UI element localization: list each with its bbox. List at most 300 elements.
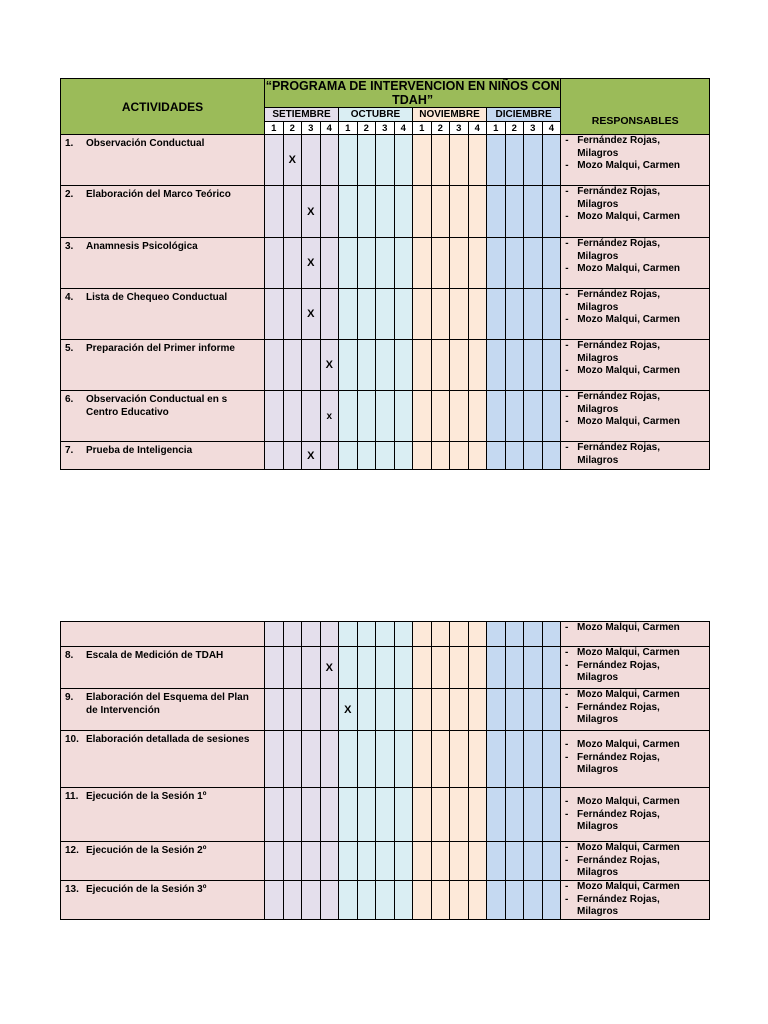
week-cell-4 xyxy=(320,340,339,391)
bullet-dash xyxy=(563,148,577,161)
week-cell-4 xyxy=(320,647,339,689)
week-cell-13 xyxy=(487,289,506,340)
week-cell-5 xyxy=(339,186,358,238)
week-cell-10 xyxy=(431,842,450,881)
week-cell-8 xyxy=(394,689,413,731)
week-cell-14 xyxy=(505,731,524,788)
responsable-name: Milagros xyxy=(577,454,619,466)
week-cell-2 xyxy=(283,289,302,340)
week-cell-7 xyxy=(376,622,395,647)
responsable-name: Mozo Malqui, Carmen xyxy=(577,881,680,892)
week-cell-3 xyxy=(302,340,321,391)
activity-cell xyxy=(61,689,265,731)
week-cell-10 xyxy=(431,689,450,731)
bullet-dash xyxy=(563,821,577,834)
week-cell-9 xyxy=(413,731,432,788)
responsable-name: Mozo Malqui, Carmen xyxy=(577,211,681,222)
week-cell-4 xyxy=(320,689,339,731)
responsable-name: Fernández Rojas, xyxy=(577,135,661,146)
week-cell-3 xyxy=(302,238,321,289)
week-cell-12 xyxy=(468,788,487,842)
week-cell-1 xyxy=(265,731,284,788)
responsable-name: Milagros xyxy=(577,250,619,262)
week-cell-16 xyxy=(542,788,561,842)
week-cell-15 xyxy=(524,442,543,470)
activity-number: 10. xyxy=(65,734,79,745)
schedule-mark: X xyxy=(325,661,333,674)
week-cell-4 xyxy=(320,731,339,788)
responsables-cell xyxy=(561,881,710,920)
week-cell-13 xyxy=(487,391,506,442)
responsable-name: Fernández Rojas, xyxy=(577,289,661,300)
responsable-name: Milagros xyxy=(577,672,619,683)
activity-number: 13. xyxy=(65,884,79,895)
week-header-6: 2 xyxy=(357,122,376,135)
week-cell-5 xyxy=(339,391,358,442)
activity-number: 11. xyxy=(65,791,79,802)
bullet-dash: - xyxy=(565,238,569,249)
activity-label: Ejecución de la Sesión 1º xyxy=(86,791,207,802)
bullet-dash: - xyxy=(565,647,569,658)
week-cell-1 xyxy=(265,391,284,442)
week-cell-5 xyxy=(339,842,358,881)
schedule-mark: X xyxy=(344,703,352,716)
responsable-name: Mozo Malqui, Carmen xyxy=(577,160,681,171)
activity-label: Elaboración del Marco Teórico xyxy=(86,189,231,200)
week-cell-12 xyxy=(468,881,487,920)
week-cell-9 xyxy=(413,340,432,391)
week-cell-8 xyxy=(394,842,413,881)
schedule-mark: X xyxy=(307,257,315,269)
activity-label: Elaboración detallada de sesiones xyxy=(86,734,250,745)
week-cell-4 xyxy=(320,289,339,340)
bullet-dash xyxy=(563,672,577,685)
program-title: “PROGRAMA DE INTERVENCION EN NIÑOS CON TDAH” xyxy=(265,79,560,107)
activity-cell xyxy=(61,340,265,391)
responsables-cell xyxy=(561,391,710,442)
week-header-13: 1 xyxy=(487,122,506,135)
week-cell-2 xyxy=(283,622,302,647)
week-cell-15 xyxy=(524,186,543,238)
bullet-dash xyxy=(563,455,577,468)
week-cell-7 xyxy=(376,135,395,186)
schedule-table-2 xyxy=(60,621,710,920)
responsable-name: Fernández Rojas, xyxy=(577,340,661,351)
week-header-2: 2 xyxy=(283,122,302,135)
week-cell-3 xyxy=(302,842,321,881)
week-cell-8 xyxy=(394,442,413,470)
responsable-name: Milagros xyxy=(577,147,619,159)
week-cell-3 xyxy=(302,647,321,689)
week-cell-6 xyxy=(357,186,376,238)
week-cell-3 xyxy=(302,689,321,731)
week-cell-9 xyxy=(413,442,432,470)
bullet-dash xyxy=(563,404,577,417)
activity-cell xyxy=(61,731,265,788)
activity-cell xyxy=(61,391,265,442)
activity-cell xyxy=(61,622,265,647)
week-cell-15 xyxy=(524,340,543,391)
responsable-name: Mozo Malqui, Carmen xyxy=(577,365,681,376)
table-row xyxy=(61,442,710,470)
week-cell-14 xyxy=(505,391,524,442)
week-cell-2 xyxy=(283,186,302,238)
activity-label: Escala de Medición de TDAH xyxy=(86,650,224,661)
responsable-name: Milagros xyxy=(577,198,619,210)
week-cell-4 xyxy=(320,391,339,442)
week-cell-16 xyxy=(542,689,561,731)
week-cell-2 xyxy=(283,340,302,391)
table-row xyxy=(61,289,710,340)
table-row xyxy=(61,622,710,647)
responsable-name: Mozo Malqui, Carmen xyxy=(577,647,680,658)
week-cell-11 xyxy=(450,842,469,881)
week-cell-5 xyxy=(339,442,358,470)
week-cell-1 xyxy=(265,442,284,470)
week-cell-11 xyxy=(450,881,469,920)
week-cell-2 xyxy=(283,731,302,788)
activity-cell xyxy=(61,135,265,186)
week-cell-12 xyxy=(468,186,487,238)
activity-label: Ejecución de la Sesión 3º xyxy=(86,884,207,895)
activity-number: 9. xyxy=(65,692,74,703)
week-header-4: 4 xyxy=(320,122,339,135)
week-cell-15 xyxy=(524,689,543,731)
week-cell-15 xyxy=(524,731,543,788)
week-header-11: 3 xyxy=(450,122,469,135)
week-cell-16 xyxy=(542,340,561,391)
week-cell-7 xyxy=(376,340,395,391)
week-cell-13 xyxy=(487,135,506,186)
responsables-header: RESPONSABLES xyxy=(561,108,710,135)
activity-number: 5. xyxy=(65,343,74,354)
week-cell-11 xyxy=(450,135,469,186)
week-cell-16 xyxy=(542,238,561,289)
week-cell-6 xyxy=(357,689,376,731)
responsables-cell xyxy=(561,238,710,289)
table-row xyxy=(61,689,710,731)
responsable-name: Mozo Malqui, Carmen xyxy=(577,416,681,427)
month-diciembre: DICIEMBRE xyxy=(487,108,561,122)
week-cell-16 xyxy=(542,442,561,470)
bullet-dash xyxy=(563,764,577,777)
week-cell-10 xyxy=(431,881,450,920)
week-cell-1 xyxy=(265,340,284,391)
week-cell-14 xyxy=(505,689,524,731)
week-cell-4 xyxy=(320,238,339,289)
responsable-name: Fernández Rojas, xyxy=(577,808,660,820)
table-row xyxy=(61,186,710,238)
week-cell-6 xyxy=(357,622,376,647)
week-cell-12 xyxy=(468,340,487,391)
week-cell-4 xyxy=(320,622,339,647)
week-cell-12 xyxy=(468,442,487,470)
week-cell-8 xyxy=(394,881,413,920)
week-cell-13 xyxy=(487,186,506,238)
week-cell-1 xyxy=(265,238,284,289)
bullet-dash: - xyxy=(565,391,569,402)
bullet-dash: - xyxy=(565,135,569,146)
bullet-dash: - xyxy=(565,186,569,197)
week-cell-1 xyxy=(265,135,284,186)
week-cell-5 xyxy=(339,238,358,289)
responsable-name: Milagros xyxy=(577,867,619,878)
activity-label: Lista de Chequeo Conductual xyxy=(86,292,228,303)
week-cell-12 xyxy=(468,731,487,788)
responsable-name: Milagros xyxy=(577,301,619,313)
week-cell-4 xyxy=(320,842,339,881)
week-cell-7 xyxy=(376,647,395,689)
week-cell-15 xyxy=(524,391,543,442)
week-cell-1 xyxy=(265,647,284,689)
week-header-15: 3 xyxy=(524,122,543,135)
week-cell-8 xyxy=(394,238,413,289)
week-cell-5 xyxy=(339,622,358,647)
week-cell-15 xyxy=(524,647,543,689)
week-cell-12 xyxy=(468,622,487,647)
week-cell-2 xyxy=(283,647,302,689)
activity-cell xyxy=(61,647,265,689)
bullet-dash: - xyxy=(565,842,569,853)
responsables-cell xyxy=(561,689,710,731)
schedule-table-1 xyxy=(60,78,710,470)
responsable-name: Fernández Rojas, xyxy=(577,442,661,453)
bullet-dash: - xyxy=(565,751,569,763)
bullet-dash xyxy=(563,199,577,212)
week-cell-12 xyxy=(468,135,487,186)
responsable-name: Milagros xyxy=(577,714,619,725)
responsables-cell xyxy=(561,340,710,391)
bullet-dash: - xyxy=(565,365,569,376)
week-cell-8 xyxy=(394,731,413,788)
responsables-cell xyxy=(561,289,710,340)
week-cell-1 xyxy=(265,689,284,731)
week-cell-16 xyxy=(542,881,561,920)
week-cell-13 xyxy=(487,647,506,689)
bullet-dash: - xyxy=(565,416,569,427)
week-cell-8 xyxy=(394,289,413,340)
week-cell-13 xyxy=(487,788,506,842)
activity-label: Observación Conductual en s Centro Educativo xyxy=(86,394,228,418)
activity-label: Observación Conductual xyxy=(86,138,205,149)
week-cell-14 xyxy=(505,289,524,340)
activity-label: Ejecución de la Sesión 2º xyxy=(86,845,207,856)
week-cell-4 xyxy=(320,135,339,186)
week-cell-1 xyxy=(265,622,284,647)
week-cell-10 xyxy=(431,391,450,442)
week-cell-4 xyxy=(320,442,339,470)
week-cell-12 xyxy=(468,289,487,340)
responsable-name: Milagros xyxy=(577,403,619,415)
week-cell-15 xyxy=(524,135,543,186)
week-header-5: 1 xyxy=(339,122,358,135)
week-cell-5 xyxy=(339,881,358,920)
activity-label: Prueba de Inteligencia xyxy=(86,445,193,456)
responsables-cell xyxy=(561,647,710,689)
week-cell-13 xyxy=(487,842,506,881)
month-setiembre: SETIEMBRE xyxy=(265,108,339,122)
week-cell-7 xyxy=(376,731,395,788)
week-header-3: 3 xyxy=(302,122,321,135)
week-cell-15 xyxy=(524,622,543,647)
week-cell-13 xyxy=(487,731,506,788)
week-cell-8 xyxy=(394,135,413,186)
activity-number: 12. xyxy=(65,845,79,856)
bullet-dash: - xyxy=(565,689,569,700)
week-cell-11 xyxy=(450,689,469,731)
responsable-name: Fernández Rojas, xyxy=(577,238,661,249)
week-cell-8 xyxy=(394,186,413,238)
week-cell-3 xyxy=(302,788,321,842)
bullet-dash xyxy=(563,867,577,880)
week-cell-2 xyxy=(283,391,302,442)
week-cell-6 xyxy=(357,842,376,881)
activity-number: 8. xyxy=(65,650,74,661)
activity-label: Preparación del Primer informe xyxy=(86,343,235,354)
week-cell-9 xyxy=(413,881,432,920)
week-cell-3 xyxy=(302,731,321,788)
week-cell-16 xyxy=(542,289,561,340)
table-row xyxy=(61,647,710,689)
week-cell-3 xyxy=(302,881,321,920)
week-cell-12 xyxy=(468,647,487,689)
week-cell-6 xyxy=(357,289,376,340)
responsables-cell xyxy=(561,622,710,647)
responsable-name: Fernández Rojas, xyxy=(577,701,660,713)
week-cell-6 xyxy=(357,238,376,289)
responsable-name: Mozo Malqui, Carmen xyxy=(577,796,680,807)
week-header-10: 2 xyxy=(431,122,450,135)
week-cell-11 xyxy=(450,238,469,289)
bullet-dash: - xyxy=(565,340,569,351)
week-cell-9 xyxy=(413,689,432,731)
week-cell-5 xyxy=(339,289,358,340)
week-cell-14 xyxy=(505,340,524,391)
activity-number: 2. xyxy=(65,189,74,200)
schedule-mark: x xyxy=(326,410,333,422)
week-cell-5 xyxy=(339,647,358,689)
responsables-header-top xyxy=(561,79,710,108)
activity-label: Elaboración del Esquema del Plan de Intervención xyxy=(86,692,249,716)
week-cell-2 xyxy=(283,135,302,186)
bullet-dash: - xyxy=(565,796,569,807)
schedule-mark: X xyxy=(325,359,333,371)
schedule-mark: X xyxy=(288,154,296,166)
activity-cell xyxy=(61,788,265,842)
week-cell-13 xyxy=(487,442,506,470)
week-cell-13 xyxy=(487,689,506,731)
week-cell-9 xyxy=(413,391,432,442)
responsable-name: Mozo Malqui, Carmen xyxy=(577,689,680,700)
activity-number: 6. xyxy=(65,394,74,405)
week-cell-9 xyxy=(413,842,432,881)
week-cell-11 xyxy=(450,340,469,391)
week-cell-3 xyxy=(302,442,321,470)
week-cell-11 xyxy=(450,622,469,647)
activity-cell xyxy=(61,842,265,881)
week-cell-3 xyxy=(302,135,321,186)
week-cell-14 xyxy=(505,788,524,842)
responsable-name: Milagros xyxy=(577,906,619,917)
responsable-name: Fernández Rojas, xyxy=(577,854,660,866)
week-cell-9 xyxy=(413,647,432,689)
responsable-name: Fernández Rojas, xyxy=(577,659,660,671)
activity-cell xyxy=(61,238,265,289)
activity-number: 3. xyxy=(65,241,74,252)
week-cell-7 xyxy=(376,238,395,289)
bullet-dash: - xyxy=(565,659,569,671)
week-cell-9 xyxy=(413,135,432,186)
week-cell-10 xyxy=(431,442,450,470)
responsables-cell xyxy=(561,186,710,238)
bullet-dash: - xyxy=(565,442,569,453)
bullet-dash xyxy=(563,353,577,366)
week-cell-12 xyxy=(468,391,487,442)
week-cell-14 xyxy=(505,647,524,689)
week-cell-10 xyxy=(431,340,450,391)
week-cell-9 xyxy=(413,788,432,842)
week-cell-5 xyxy=(339,135,358,186)
week-cell-7 xyxy=(376,881,395,920)
week-cell-10 xyxy=(431,135,450,186)
week-header-1: 1 xyxy=(265,122,284,135)
week-cell-12 xyxy=(468,689,487,731)
responsables-cell xyxy=(561,731,710,788)
week-cell-1 xyxy=(265,289,284,340)
week-cell-2 xyxy=(283,442,302,470)
week-cell-14 xyxy=(505,442,524,470)
week-cell-14 xyxy=(505,186,524,238)
week-cell-15 xyxy=(524,842,543,881)
week-cell-16 xyxy=(542,842,561,881)
bullet-dash: - xyxy=(565,211,569,222)
week-cell-2 xyxy=(283,238,302,289)
responsable-name: Milagros xyxy=(577,352,619,364)
week-cell-15 xyxy=(524,238,543,289)
activity-number: 7. xyxy=(65,445,74,456)
activity-cell xyxy=(61,881,265,920)
bullet-dash: - xyxy=(565,701,569,713)
month-octubre: OCTUBRE xyxy=(339,108,413,122)
week-cell-16 xyxy=(542,731,561,788)
responsables-cell xyxy=(561,442,710,470)
responsable-name: Fernández Rojas, xyxy=(577,893,660,905)
week-cell-1 xyxy=(265,186,284,238)
week-cell-2 xyxy=(283,689,302,731)
table-row xyxy=(61,881,710,920)
bullet-dash: - xyxy=(565,881,569,892)
week-cell-2 xyxy=(283,842,302,881)
week-cell-8 xyxy=(394,622,413,647)
activity-label: Anamnesis Psicológica xyxy=(86,241,198,252)
activity-cell xyxy=(61,186,265,238)
responsable-name: Milagros xyxy=(577,821,619,832)
week-cell-2 xyxy=(283,788,302,842)
week-cell-6 xyxy=(357,881,376,920)
week-cell-6 xyxy=(357,391,376,442)
week-header-9: 1 xyxy=(413,122,432,135)
week-cell-3 xyxy=(302,289,321,340)
responsable-name: Mozo Malqui, Carmen xyxy=(577,622,680,633)
table-row xyxy=(61,340,710,391)
week-cell-10 xyxy=(431,788,450,842)
week-cell-16 xyxy=(542,186,561,238)
bullet-dash: - xyxy=(565,160,569,171)
responsable-name: Milagros xyxy=(577,764,619,775)
bullet-dash: - xyxy=(565,289,569,300)
week-cell-4 xyxy=(320,186,339,238)
week-header-12: 4 xyxy=(468,122,487,135)
